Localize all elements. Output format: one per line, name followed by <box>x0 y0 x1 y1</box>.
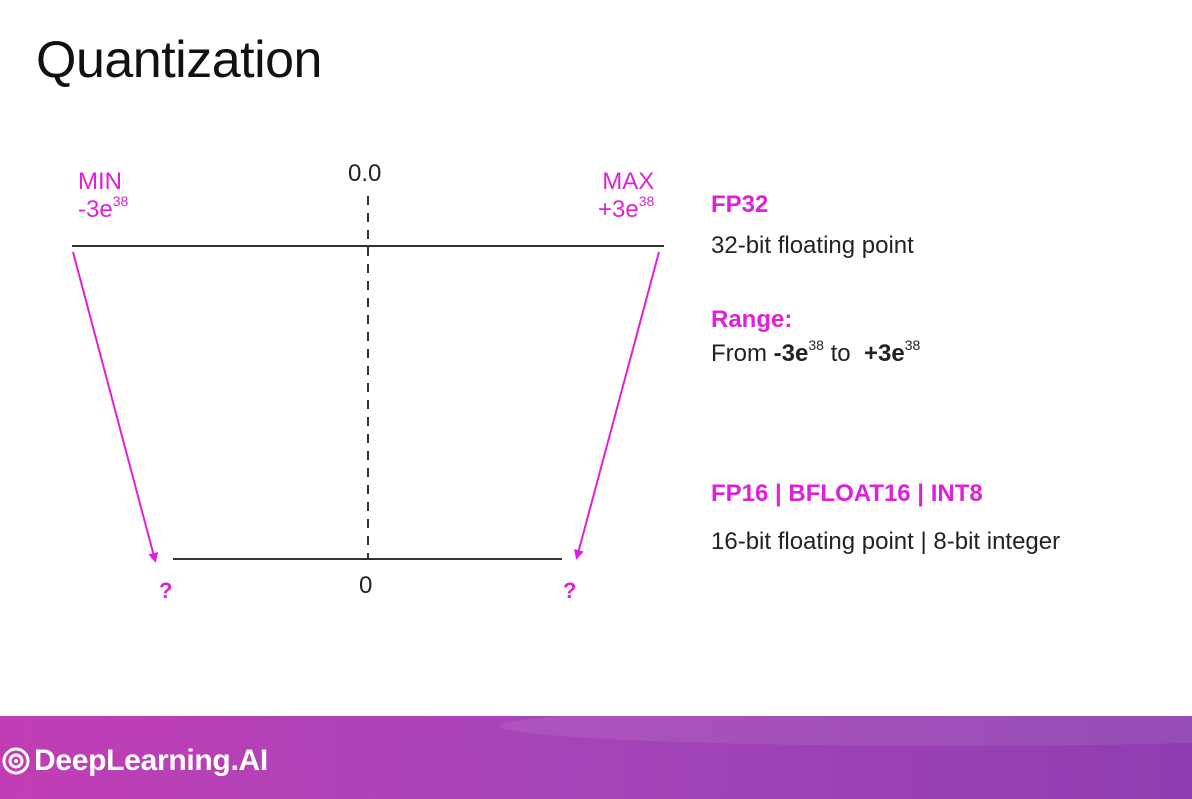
max-label <box>598 168 654 224</box>
min-mapping-arrow <box>73 252 155 560</box>
slide-title: Quantization <box>36 31 322 89</box>
range-heading: Range: <box>711 306 793 333</box>
left-unknown-mark: ? <box>159 578 173 603</box>
max-label-text: MAX <box>602 168 655 195</box>
max-mapping-arrow <box>577 252 659 557</box>
max-value: +3e <box>598 196 639 223</box>
range-from: From <box>711 340 774 367</box>
range-min-value: -3e <box>773 340 809 367</box>
min-value: -3e <box>78 196 113 223</box>
fp32-heading: FP32 <box>711 191 769 218</box>
min-label <box>78 168 128 224</box>
deeplearning-logo-icon <box>2 747 30 775</box>
max-value-exponent: 38 <box>638 193 655 209</box>
min-value-exponent: 38 <box>112 193 129 209</box>
range-min-exponent: 38 <box>808 337 824 353</box>
min-label-text: MIN <box>78 168 122 195</box>
range-max-value: +3e <box>863 340 905 367</box>
range-to: to <box>823 340 864 367</box>
brand-name: DeepLearning.AI <box>34 744 268 777</box>
range-text <box>711 337 921 368</box>
fp32-description: 32-bit floating point <box>711 232 914 259</box>
low-precision-description: 16-bit floating point | 8-bit integer <box>711 528 1061 555</box>
top-zero-label: 0.0 <box>348 160 382 187</box>
footer-wave <box>500 716 1192 746</box>
bottom-zero-label: 0 <box>359 572 373 599</box>
footer-bar <box>0 716 1192 799</box>
low-precision-heading: FP16 | BFLOAT16 | INT8 <box>711 480 983 507</box>
brand-logo <box>2 744 268 778</box>
right-unknown-mark: ? <box>563 578 577 603</box>
range-max-exponent: 38 <box>904 337 921 353</box>
